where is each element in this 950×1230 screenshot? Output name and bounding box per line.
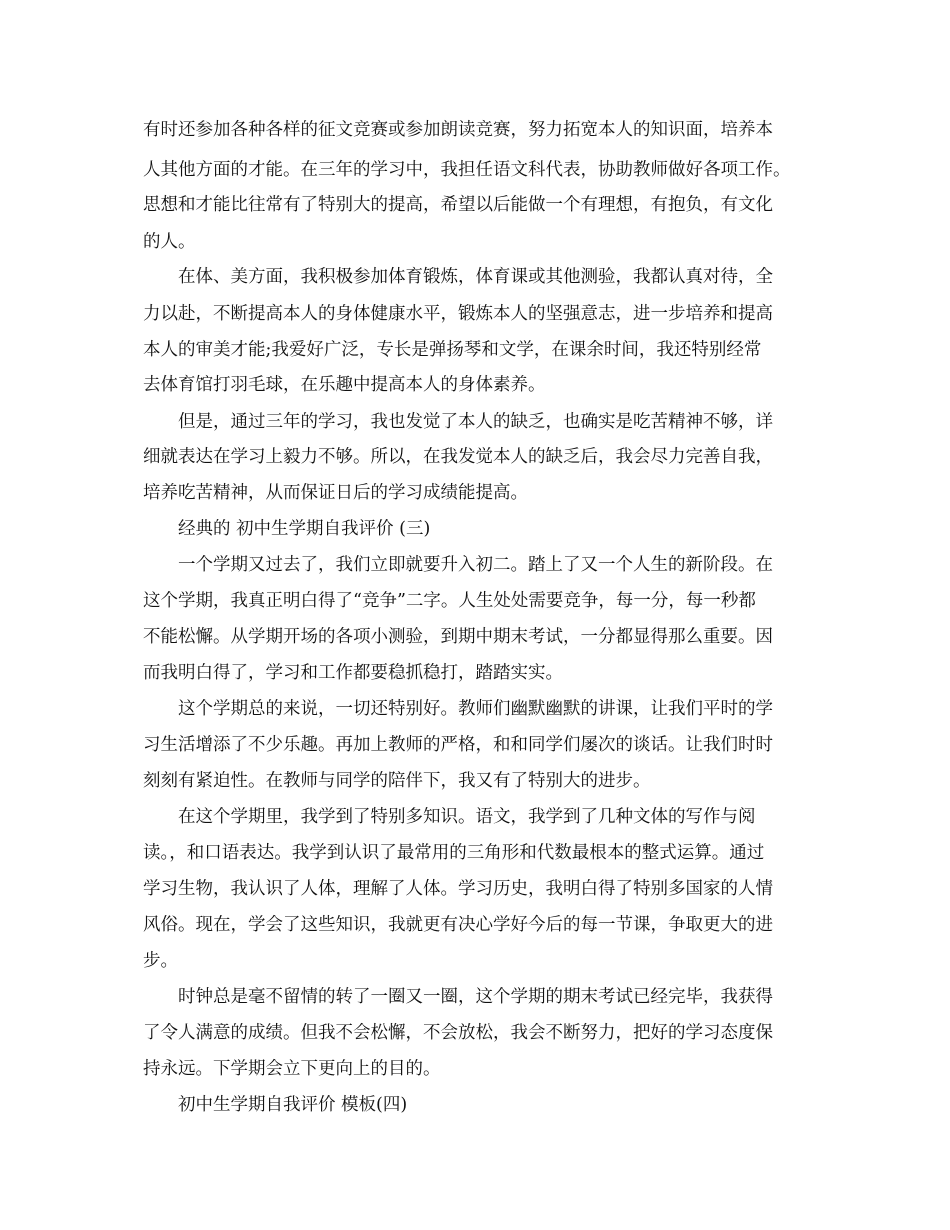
- text-line: 去体育馆打羽毛球，在乐趣中提高本人的身体素养。: [143, 375, 546, 395]
- text-line: 学习生物，我认识了人体，理解了人体。学习历史，我明白得了特别多国家的人情: [143, 879, 773, 899]
- text-line: 步。: [143, 951, 178, 971]
- text-line: 这个学期，我真正明白得了“竞争”二字。人生处处需要竞争，每一分，每一秒都: [143, 591, 756, 611]
- section-heading: 经典的 初中生学期自我评价 (三): [178, 519, 431, 539]
- text-line: 培养吃苦精神，从而保证日后的学习成绩能提高。: [143, 483, 528, 503]
- text-line: 人其他方面的才能。在三年的学习中，我担任语文科代表，协助教师做好各项工作。: [143, 160, 791, 180]
- text-line: 刻刻有紧迫性。在教师与同学的陪伴下，我又有了特别大的进步。: [143, 771, 651, 791]
- text-line: 持永远。下学期会立下更向上的目的。: [143, 1059, 441, 1079]
- text-line: 力以赴，不断提高本人的身体健康水平，锻炼本人的坚强意志，进一步培养和提高: [143, 304, 773, 324]
- text-line: 在体、美方面，我积极参加体育锻炼，体育课或其他测验，我都认真对待，全: [178, 267, 773, 287]
- section-heading: 初中生学期自我评价 模板(四): [178, 1095, 408, 1115]
- text-line: 在这个学期里，我学到了特别多知识。语文，我学到了几种文体的写作与阅: [178, 807, 756, 827]
- text-line: 但是，通过三年的学习，我也发觉了本人的缺乏，也确实是吃苦精神不够，详: [178, 412, 773, 432]
- text-line: 了令人满意的成绩。但我不会松懈，不会放松，我会不断努力，把好的学习态度保: [143, 1023, 773, 1043]
- text-line: 不能松懈。从学期开场的各项小测验，到期中期末考试，一分都显得那么重要。因: [143, 627, 773, 647]
- text-line: 一个学期又过去了，我们立即就要升入初二。踏上了又一个人生的新阶段。在: [178, 555, 773, 575]
- text-line: 这个学期总的来说，一切还特别好。教师们幽默幽默的讲课，让我们平时的学: [178, 699, 773, 719]
- text-line: 读。，和口语表达。我学到认识了最常用的三角形和代数最根本的整式运算。通过: [143, 843, 765, 863]
- text-line: 有时还参加各种各样的征文竞赛或参加朗读竞赛，努力拓宽本人的知识面，培养本: [143, 120, 773, 140]
- text-line: 的人。: [143, 232, 196, 252]
- text-line: 时钟总是毫不留情的转了一圈又一圈，这个学期的期末考试已经完毕，我获得: [178, 987, 773, 1007]
- text-line: 风俗。现在，学会了这些知识，我就更有决心学好今后的每一节课，争取更大的进: [143, 915, 773, 935]
- text-line: 思想和才能比往常有了特别大的提高，希望以后能做一个有理想，有抱负，有文化: [143, 195, 773, 215]
- text-line: 本人的审美才能;我爱好广泛，专长是弹扬琴和文学，在课余时间，我还特别经常: [143, 340, 762, 360]
- text-line: 细就表达在学习上毅力不够。所以，在我发觉本人的缺乏后，我会尽力完善自我，: [143, 447, 773, 467]
- text-line: 而我明白得了，学习和工作都要稳抓稳打，踏踏实实。: [143, 663, 563, 683]
- text-line: 习生活增添了不少乐趣。再加上教师的严格，和和同学们屡次的谈话。让我们时时: [143, 735, 773, 755]
